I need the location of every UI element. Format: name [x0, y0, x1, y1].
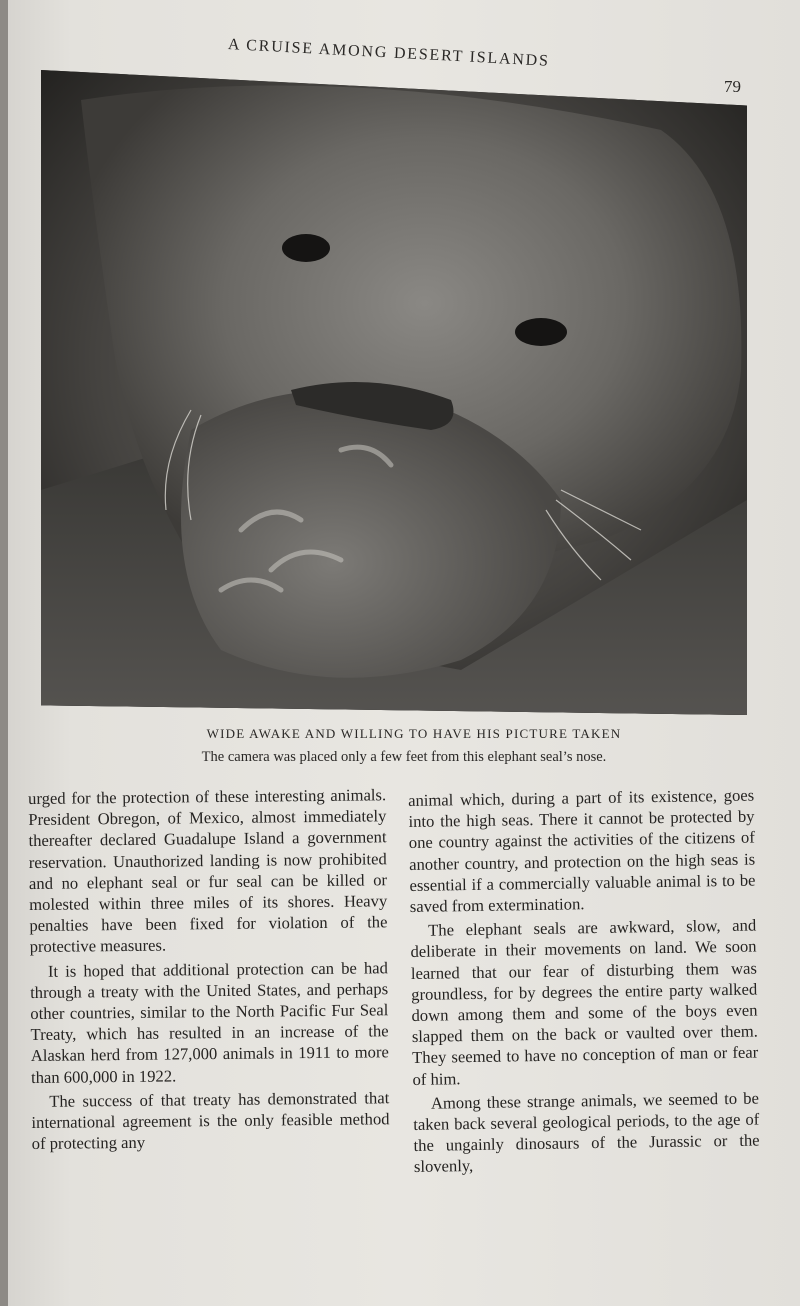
right-text-column [408, 785, 760, 1178]
left-text-column [28, 784, 390, 1154]
figure-caption-text: The camera was placed only a few feet from this elephant seal’s nose. [201, 749, 607, 765]
page-number: 79 [724, 77, 741, 96]
paragraph: animal which, during a part of its existence, goes into the high seas. There it cannot be protected by one country against the activities of the citizens of another country, and protection on the high seas is essential if a commercially valuable animal is to be saved from extermination. [408, 785, 756, 917]
paragraph: The elephant seals are awkward, slow, and deliberate in their movements on land. We soon learned that our fear of disturbing them was groundless, for by degrees the entire party walked down among them and some of the boys even slapped them on the back or vaulted over them. They seemed to have no conception of man or fear of him. [410, 915, 759, 1089]
paragraph: It is hoped that additional protection can be had through a treaty with the United States, and perhaps other countries, similar to the North Pacific Fur Seal Treaty, which has resulted in an increase of the Alaskan herd from 127,000 animals in 1911 to more than 600,000 in 1922. [30, 957, 389, 1087]
running-head: A CRUISE AMONG DESERT ISLANDS [227, 36, 551, 70]
paragraph: The success of that treaty has demonstrated that international agreement is the only feasible method of protecting any [31, 1088, 390, 1154]
book-page [8, 0, 800, 1306]
elephant-seal-photo [41, 70, 747, 715]
paragraph: urged for the protection of these interesting animals. President Obregon, of Mexico, almost immediately thereafter declared Guadalupe Island a government reservation. Unauthorized landing is now prohibited and no elephant seal or fur seal can be killed or molested within three miles of its shores. Heavy penalties have been fixed for violation of the protective measures. [28, 785, 388, 957]
figure-caption-title: WIDE AWAKE AND WILLING TO HAVE HIS PICTURE TAKEN [206, 726, 622, 741]
paragraph: Among these strange animals, we seemed to be taken back several geological periods, to the age of the ungainly dinosaurs of the Jurassic or the slovenly, [413, 1088, 760, 1177]
